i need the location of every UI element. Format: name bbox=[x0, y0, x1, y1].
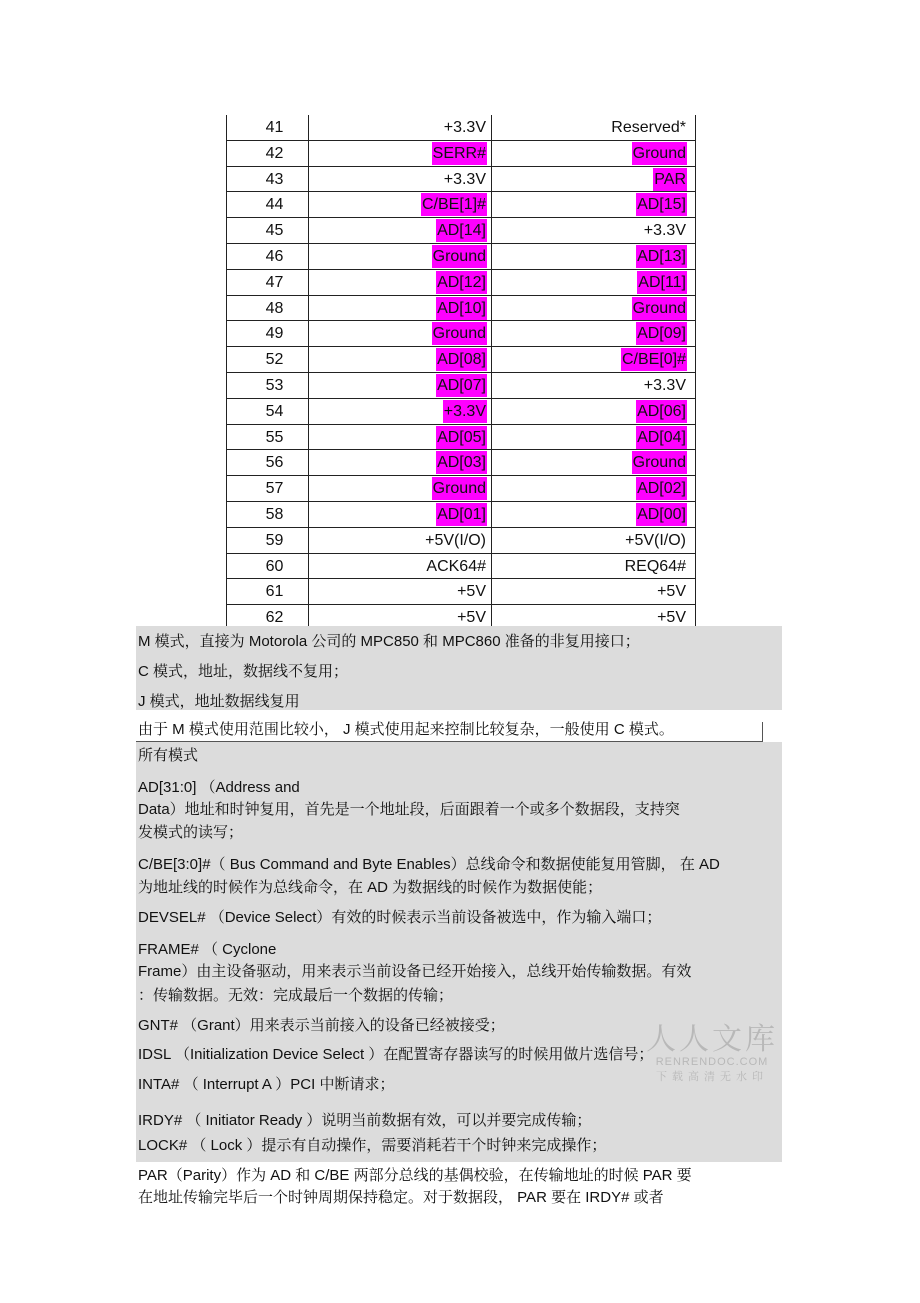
side-b-signal: AD[13] bbox=[636, 245, 687, 268]
side-a-signal: +5V(I/O) bbox=[425, 531, 486, 549]
side-b-signal: AD[09] bbox=[636, 322, 687, 345]
pin-number: 56 bbox=[227, 450, 309, 475]
side-a-signal: +3.3V bbox=[443, 400, 487, 423]
cbe-line-2: 为地址线的时候作为总线命令，在 AD 为数据线的时候作为数据使能； bbox=[138, 879, 603, 896]
side-a-signal: AD[10] bbox=[436, 297, 487, 320]
side-a-signal: AD[14] bbox=[436, 219, 487, 242]
pin-row bbox=[227, 321, 695, 347]
watermark-title: 人人文库 bbox=[646, 1022, 778, 1057]
side-a-signal: C/BE[1]# bbox=[421, 193, 487, 216]
side-a-cell bbox=[309, 450, 492, 475]
side-a-cell bbox=[309, 399, 492, 424]
cbe-line-1: C/BE[3:0]#（ Bus Command and Byte Enables）总线命令和数据使能复用管脚， 在 AD bbox=[138, 856, 720, 873]
side-b-signal: PAR bbox=[653, 168, 687, 191]
idsl-line: IDSL （Initialization Device Select ）在配置寄存器读写的时候用做片选信号； bbox=[138, 1046, 654, 1063]
side-a-signal: AD[08] bbox=[436, 348, 487, 371]
side-a-cell bbox=[309, 425, 492, 450]
pin-row bbox=[227, 347, 695, 373]
pin-row bbox=[227, 554, 695, 580]
side-a-cell bbox=[309, 218, 492, 243]
side-b-cell bbox=[491, 502, 695, 527]
side-a-cell bbox=[309, 579, 492, 604]
ad-line-2: Data）地址和时钟复用，首先是一个地址段，后面跟着一个或多个数据段，支持突 bbox=[138, 801, 680, 818]
side-b-signal: +5V bbox=[657, 609, 686, 627]
frame-line-1: FRAME# （ Cyclone bbox=[138, 941, 277, 958]
pin-number: 62 bbox=[227, 605, 309, 631]
j-mode-text: J 模式，地址数据线复用 bbox=[138, 693, 300, 710]
usage-tick bbox=[762, 722, 763, 742]
side-b-signal: AD[00] bbox=[636, 503, 687, 526]
side-a-signal: Ground bbox=[432, 322, 487, 345]
side-a-cell bbox=[309, 270, 492, 295]
c-mode-text: C 模式，地址，数据线不复用； bbox=[138, 663, 349, 680]
usage-text: 由于 M 模式使用范围比较小， J 模式使用起来控制比较复杂，一般使用 C 模式。 bbox=[138, 721, 674, 738]
side-a-signal: ACK64# bbox=[426, 557, 486, 575]
side-a-cell bbox=[309, 115, 492, 140]
side-b-signal: +3.3V bbox=[643, 376, 686, 394]
pin-number: 44 bbox=[227, 192, 309, 217]
par-line-1: PAR（Parity）作为 AD 和 C/BE 两部分总线的基偶校验，在传输地址的时候 PAR 要 bbox=[138, 1167, 692, 1184]
side-a-cell bbox=[309, 528, 492, 553]
side-a-cell bbox=[309, 167, 492, 192]
pin-row bbox=[227, 244, 695, 270]
side-a-signal: +3.3V bbox=[443, 119, 486, 136]
side-b-signal: Ground bbox=[632, 142, 687, 165]
gnt-line: GNT# （Grant）用来表示当前接入的设备已经被接受； bbox=[138, 1017, 505, 1034]
side-b-cell bbox=[491, 296, 695, 321]
side-b-cell bbox=[491, 347, 695, 372]
pin-number: 60 bbox=[227, 554, 309, 579]
irdy-line: IRDY# （ Initiator Ready ）说明当前数据有效，可以并要完成传输； bbox=[138, 1112, 592, 1129]
pin-number: 48 bbox=[227, 296, 309, 321]
side-b-cell bbox=[491, 528, 695, 553]
side-a-signal: +5V bbox=[457, 609, 486, 627]
side-b-signal: AD[04] bbox=[636, 426, 687, 449]
ad-line-1: AD[31:0] （Address and bbox=[138, 779, 300, 796]
side-a-signal: AD[05] bbox=[436, 426, 487, 449]
side-a-cell bbox=[309, 347, 492, 372]
side-a-cell bbox=[309, 192, 492, 217]
frame-line-2: Frame）由主设备驱动，用来表示当前设备已经开始接入，总线开始传输数据。有效 bbox=[138, 963, 692, 980]
pin-number: 47 bbox=[227, 270, 309, 295]
pin-number: 46 bbox=[227, 244, 309, 269]
side-b-signal: Ground bbox=[632, 297, 687, 320]
side-b-cell bbox=[491, 218, 695, 243]
side-a-cell bbox=[309, 373, 492, 398]
side-b-cell bbox=[491, 425, 695, 450]
side-a-cell bbox=[309, 244, 492, 269]
side-a-cell bbox=[309, 502, 492, 527]
side-b-cell bbox=[491, 321, 695, 346]
devsel-line: DEVSEL# （Device Select）有效的时候表示当前设备被选中，作为输入端口； bbox=[138, 909, 662, 926]
side-a-signal: AD[01] bbox=[436, 503, 487, 526]
pin-number: 58 bbox=[227, 502, 309, 527]
side-a-signal: Ground bbox=[432, 245, 487, 268]
side-b-signal: +5V bbox=[657, 583, 686, 601]
side-a-signal: +3.3V bbox=[443, 170, 486, 188]
side-b-signal: C/BE[0]# bbox=[621, 348, 687, 371]
pin-number: 52 bbox=[227, 347, 309, 372]
pin-number: 43 bbox=[227, 167, 309, 192]
pin-number: 54 bbox=[227, 399, 309, 424]
side-b-signal: Reserved* bbox=[611, 119, 686, 136]
pin-row bbox=[227, 502, 695, 528]
side-b-signal: +5V(I/O) bbox=[625, 531, 686, 549]
pin-row bbox=[227, 218, 695, 244]
side-b-cell bbox=[491, 476, 695, 501]
pin-number: 42 bbox=[227, 141, 309, 166]
side-b-signal: AD[11] bbox=[637, 271, 687, 294]
watermark-logo bbox=[646, 1014, 778, 1084]
pin-row bbox=[227, 115, 695, 141]
side-a-cell bbox=[309, 321, 492, 346]
pin-row bbox=[227, 270, 695, 296]
side-b-signal: AD[06] bbox=[636, 400, 687, 423]
side-b-signal: AD[15] bbox=[636, 193, 687, 216]
side-b-cell bbox=[491, 270, 695, 295]
pin-row bbox=[227, 141, 695, 167]
side-b-signal: Ground bbox=[632, 451, 687, 474]
side-b-signal: REQ64# bbox=[624, 557, 686, 575]
pin-table bbox=[226, 115, 696, 631]
side-b-cell bbox=[491, 399, 695, 424]
par-line-2: 在地址传输完毕后一个时钟周期保持稳定。对于数据段， PAR 要在 IRDY# 或者 bbox=[138, 1189, 664, 1206]
side-b-signal: +3.3V bbox=[643, 222, 686, 240]
pin-number: 41 bbox=[227, 115, 309, 140]
side-b-cell bbox=[491, 554, 695, 579]
pin-row bbox=[227, 296, 695, 322]
pin-number: 59 bbox=[227, 528, 309, 553]
lock-line: LOCK# （ Lock ）提示有自动操作，需要消耗若干个时钟来完成操作； bbox=[138, 1137, 607, 1154]
pin-number: 55 bbox=[227, 425, 309, 450]
pin-number: 45 bbox=[227, 218, 309, 243]
side-b-cell bbox=[491, 167, 695, 192]
side-b-signal: AD[02] bbox=[636, 477, 687, 500]
pin-row bbox=[227, 192, 695, 218]
side-b-cell bbox=[491, 450, 695, 475]
pin-row bbox=[227, 476, 695, 502]
frame-line-3: ：传输数据。无效：完成最后一个数据的传输； bbox=[138, 987, 454, 1004]
pin-row bbox=[227, 167, 695, 193]
side-a-signal: SERR# bbox=[432, 142, 487, 165]
pin-row bbox=[227, 425, 695, 451]
side-b-cell bbox=[491, 373, 695, 398]
pin-number: 49 bbox=[227, 321, 309, 346]
side-a-signal: AD[12] bbox=[436, 271, 487, 294]
m-mode-text: M 模式，直接为 Motorola 公司的 MPC850 和 MPC860 准备的非复用接口； bbox=[138, 633, 640, 650]
side-b-cell bbox=[491, 579, 695, 604]
pin-number: 61 bbox=[227, 579, 309, 604]
watermark-url: RENRENDOC.COM bbox=[655, 1056, 769, 1068]
side-a-cell bbox=[309, 141, 492, 166]
side-a-cell bbox=[309, 554, 492, 579]
pin-number: 53 bbox=[227, 373, 309, 398]
side-a-signal: AD[03] bbox=[436, 451, 487, 474]
pin-row bbox=[227, 373, 695, 399]
pin-row bbox=[227, 399, 695, 425]
side-a-cell bbox=[309, 296, 492, 321]
pin-number: 57 bbox=[227, 476, 309, 501]
side-b-cell bbox=[491, 141, 695, 166]
side-b-cell bbox=[491, 192, 695, 217]
pin-row bbox=[227, 528, 695, 554]
side-b-cell bbox=[491, 115, 695, 140]
side-a-signal: AD[07] bbox=[436, 374, 487, 397]
inta-line: INTA# （ Interrupt A ）PCI 中断请求； bbox=[138, 1076, 395, 1093]
usage-underline bbox=[136, 741, 762, 742]
side-b-cell bbox=[491, 244, 695, 269]
side-a-cell bbox=[309, 476, 492, 501]
side-a-signal: Ground bbox=[432, 477, 487, 500]
watermark-slogan: 下载高清无水印 bbox=[656, 1071, 768, 1083]
side-a-signal: +5V bbox=[457, 583, 486, 601]
ad-line-3: 发模式的读写； bbox=[138, 824, 244, 841]
pin-row bbox=[227, 579, 695, 605]
pin-row bbox=[227, 450, 695, 476]
all-modes-heading: 所有模式 bbox=[138, 747, 199, 764]
